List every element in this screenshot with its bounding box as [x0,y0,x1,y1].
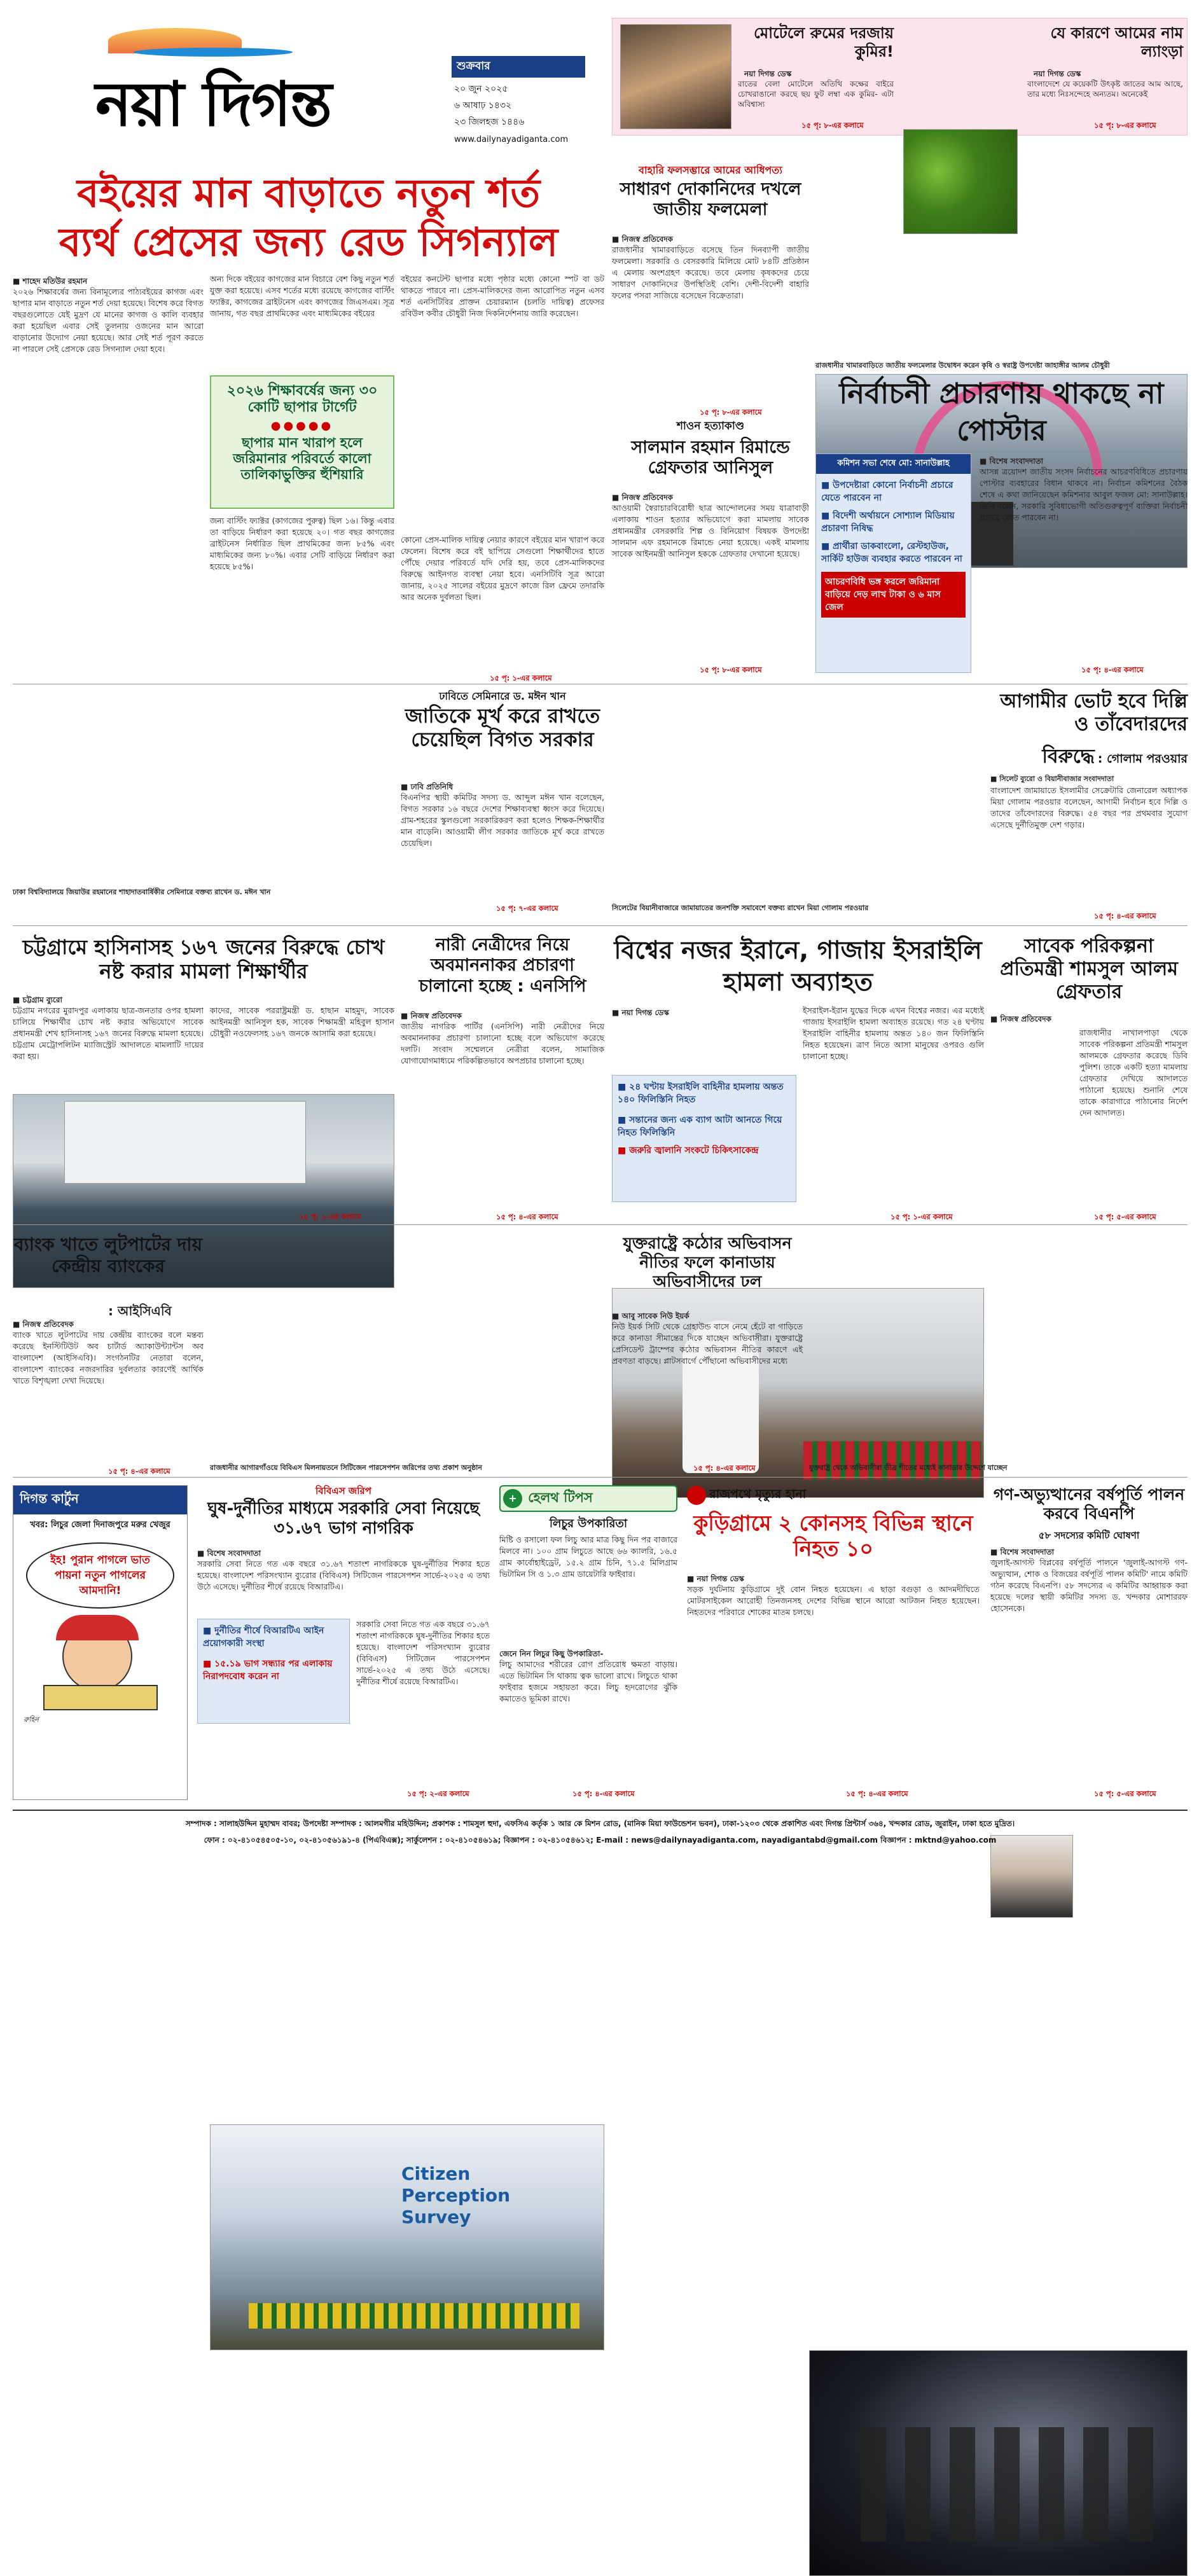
ffair-body: রাজধানীর খামারবাড়িতে বসেছে তিন দিনব্যাপী জাতীয় ফলমেলা। সরকারি ও বেসরকারি মিলিয়ে মোট ৮৪টি প্রতিষ্ঠান এ মেলায় অংশগ্রহণ করেছে। তবে মেলায় কৃষকদের চেয়ে সাধারণ দোকানিদের উপস্থিতিই বেশি। দেশী-বিদেশী বাহারি ফলের পসরা সাজিয়ে বসেছেন বিক্রেতারা। [612,245,809,300]
poster-bullet-1: ■ উপদেষ্টারা কোনো নির্বাচনী প্রচারে যেতে পারবেন না [821,480,953,503]
poster-body: আসন্ন ত্রয়োদশ জাতীয় সংসদ নির্বাচনের আচরণবিধিতে প্রচারণায় পোস্টার ব্যবহারের বিধান থাকবে না। নির্বাচন কমিশনের বৈঠক শেষে এ কথা জানিয়েছেন কমিশনার আবুল ফজল মো: সানাউল্লাহ। তিনি বলেন, সরকারি সুবিধাভোগী অতিগুরুত্বপূর্ণ ব্যক্তিরা নির্বাচনী প্রচারে যেতে পারবেন না। [980,467,1188,522]
lead-byline: ■ শাহেদ মতিউর রহমান [13,277,88,286]
teaser-2-headline[interactable]: যে কারণে আমের নাম ল্যাংড়া [1050,24,1183,60]
iran-body: ইসরাইল-ইরান যুদ্ধের দিকে এখন বিশ্বের নজর। এর মধ্যেই গাজায় ইসরাইলি হামলা অব্যাহত রয়েছে। গত ২৪ ঘণ্টায় ইসরাইলি বাহিনীর হামলায় অন্তত ১৪০ জন ফিলিস্তিনি নিহত হয়েছেন। ত্রাণ নিতে আসা মানুষের ওপরও গুলি চালানো হচ্ছে। [803,1006,984,1061]
kurigram-more[interactable]: ১৫ পৃ: ৪-এর কলামে [846,1789,908,1798]
seminar-more[interactable]: ১৫ পৃ: ৭-এর কলামে [496,904,558,913]
teaser-2-byline: নয়া দিগন্ত ডেস্ক [1034,69,1081,78]
jamaat-byline: ■ সিলেট ব্যুরো ও বিয়ানীবাজার সংবাদদাতা [990,775,1114,783]
lead-col-5: কোনো প্রেস-মালিক দায়িত্ব নেয়ার কারণে বইয়ের মান খারাপ করে ফেলেন। বিশেষ করে বই ছাপিয়ে সেগুলো শিক্ষার্থীদের হাতে পৌঁছে দেয়ার পরিবর্তে যদি দেরি হয়, তবে প্রেস-মালিকদের বিরুদ্ধে আইনগত ব্যবস্থা নেয়া হবে। এনসিটিবি সূত্র আরো জানায়, ২০২৫ সালের বইয়ের মুদ্রণে কাজে রিল ফ্রেমে তদারকি আর অনেক দুর্বলতা ছিল। [401,535,604,602]
cartoon-news: খবর: লিচুর জেলা দিনাজপুরে মরুর খেজুর [30,1520,170,1530]
survey-photo-caption: রাজধানীর আগারগাঁওয়ে বিবিএস মিলনায়তনে সিটিজেন পারসেপশন জরিপের তথ্য প্রকাশ অনুষ্ঠান [210,1464,482,1472]
iran-byline: ■ নয়া দিগন্ত ডেস্ক [612,1008,669,1017]
bnp-more[interactable]: ১৫ পৃ: ৫-এর কলামে [1094,1789,1156,1798]
lead-box-text: ছাপার মান খারাপ হলে জরিমানার পরিবর্তে কালো তালিকাভুক্তির হুঁশিয়ারি [233,434,371,483]
ncp-byline: ■ নিজস্ব প্রতিবেদক [401,1011,462,1020]
footer-contacts: ফোন : ০২-৪১০৫৪৫০৫-১০, ০২-৪১০৫৬১৯১-৪ (পিএবিএক্স); সার্কুলেশন : ০২-৪১০৫৪৬১৯; বিজ্ঞাপন : ০২-৪১০৫৪৬১২; E-mail : news@dailynayadiganta.com, nayadigantabd@gmail.com বিজ্ঞাপন : mktnd@yahoo.com [204,1836,997,1845]
footer-imprint: সম্পাদক : সালাহউদ্দিন মুহাম্মদ বাবর; উপদেষ্টা সম্পাদক : আলমগীর মহিউদ্দিন; প্রকাশক : শামসুল হুদা, এফসিএ কর্তৃক ১ আর কে মিশন রোড, (মানিক মিয়া ফাউন্ডেশন ভবন), ঢাকা-১২০৩ থেকে প্রকাশিত এবং দিগন্ত প্রিন্টার্স ৩৬৪, খন্দকার রোড, জুরাইন, ঢাকা হতে মুদ্রিত। [185,1819,1015,1828]
bbs-byline: ■ বিশেষ সংবাদদাতা [197,1549,261,1558]
survey-photo [210,2124,604,2350]
ffair-more[interactable]: ১৫ পৃ: ৮-এর কলামে [700,408,762,417]
bank-speaker: : আইসিএবি [108,1303,172,1319]
kurigram-body: সড়ক দুর্ঘটনায় কুড়িগ্রামে দুই বোন নিহত হয়েছেন। এ ছাড়া বগুড়া ও আদমদীঘিতে মোটরসাইকেল আরোহী তিনজনসহ দেশের বিভিন্ন স্থানে আরো আটজন নিহত হয়েছেন। নিহতদের পরিবারে শোকের মাতম চলছে। [687,1584,980,1617]
teaser-1-more[interactable]: ১৫ পৃ: ৮-এর কলামে [801,121,864,130]
jamaat-headline-suffix: বিরুদ্ধে : গোলাম পরওয়ার [1042,745,1188,768]
poster-headline[interactable]: নির্বাচনী প্রচারণায় থাকছে না পোস্টার [839,377,1164,447]
canada-body: নিউ ইয়র্ক সিটি থেকে গ্রেহাউন্ড বাসে নেমে হেঁটে বা গাড়িতে করে কানাডা সীমান্তের দিকে যাচ্ছেন অভিবাসীরা। যুক্তরাষ্ট্রে প্রেসিডেন্ট ট্রাম্পের কঠোর অভিবাসন নীতির কারণে এই প্রবণতা বাড়ছে। প্লাটসবার্গে পৌঁছানো অভিবাসীদের মধ্যে [612,1322,803,1366]
ncp-body: জাতীয় নাগরিক পার্টির (এনসিপি) নারী নেত্রীদের নিয়ে অবমাননাকর প্রচারণা চালানো হচ্ছে বলে অভিযোগ করেছে দলটি। সংবাদ সম্মেলনে নেত্রীরা বলেন, সামাজিক যোগাযোগমাধ্যমে পরিকল্পিতভাবে অপপ্রচার চালানো হচ্ছে। [401,1021,604,1065]
mango-photo [903,129,1018,234]
seminar-body: বিএনপির স্থায়ী কমিটির সদস্য ড. আব্দুল মঈন খান বলেছেন, বিগত সরকার ১৬ বছরে দেশের শিক্ষাব্যবস্থা ধ্বংস করে দিয়েছে। গ্রাম-শহরের স্কুলগুলো সরকারিকরণ করা হলেও শিক্ষক-শিক্ষার্থীর মান বাড়েনি। আওয়ামী লীগ সরকার জাতিকে মূর্খ করে রাখতে চেয়েছিল। [401,793,604,848]
flowers-decor [249,2303,579,2329]
iran-bullet-3: ■ জরুরি জ্বালানি সংকটে চিকিৎসাকেন্দ্র [618,1146,759,1156]
ffair-headline[interactable]: সাধারণ দোকানিদের দখলে জাতীয় ফলমেলা [620,179,801,220]
lead-box-title: ২০২৬ শিক্ষাবর্ষের জন্য ৩০ কোটি ছাপার টার্গেট [226,383,378,416]
seminar-kicker: ঢাবিতে সেমিনারে ড. মঈন খান [439,690,566,702]
canada-photo-caption: যুক্তরাষ্ট্র থেকে অভিবাসীরা তীব্র শীতের মধ্যেই কানাডার উদ্দেশে যাচ্ছেন [809,1464,1008,1472]
ncp-more[interactable]: ১৫ পৃ: ৪-এর কলামে [496,1212,558,1221]
canada-byline: ■ আবু সাবেক নিউ ইয়র্ক [612,1312,690,1320]
poster-more[interactable]: ১৫ পৃ: ৪-এর কলামে [1081,665,1144,674]
masthead [13,19,604,162]
shamsul-photo [990,1835,1073,1918]
jamaat-more[interactable]: ১৫ পৃ: ৪-এর কলামে [1094,911,1156,920]
bbs-more[interactable]: ১৫ পৃ: ২-এর কলামে [407,1789,469,1798]
shamsul-headline[interactable]: সাবেক পরিকল্পনা প্রতিমন্ত্রী শামসুল আলম গ্রেফতার [1000,935,1178,1003]
kurigram-headline[interactable]: কুড়িগ্রামে ২ কোনসহ বিভিন্ন স্থানে নিহত ১০ [693,1511,973,1561]
shamsul-body: রাজধানীর নাখালপাড়া থেকে সাবেক পরিকল্পনা প্রতিমন্ত্রী শামসুল আলমকে গ্রেফতার করেছে ডিবি পুলিশ। তাকে একটি হত্যা মামলায় গ্রেফতার দেখিয়ে আদালতে পাঠানো হয়েছে। শুনানি শেষে তাকে কারাগারে পাঠানোর নির্দেশ দেন আদালত। [1079,1028,1188,1118]
health-more[interactable]: ১৫ পৃ: ৪-এর কলামে [572,1789,635,1798]
weekday-label: শুক্রবার [452,56,585,78]
ffair-kicker: বাহারি ফলসম্ভারে আমের আধিপত্য [639,164,782,176]
iran-bullet-2: ■ সন্তানের জন্য এক ব্যাগ আটা আনতে গিয়ে নিহত ফিলিস্তিনি [618,1115,782,1138]
ffair-photo-caption: রাজধানীর খামারবাড়িতে জাতীয় ফলমেলার উদ্বোধন করেন কৃষি ও স্বরাষ্ট্র উপদেষ্টা জাহাঙ্গীর আলম চৌধুরী [815,361,1110,370]
health-title: হেলথ টিপস [528,1490,593,1506]
lead-headline-1[interactable]: বইয়ের মান বাড়াতে নতুন শর্ত [77,170,540,216]
ncp-headline[interactable]: নারী নেত্রীদের নিয়ে অবমাননাকর প্রচারণা চালানো হচ্ছে : এনসিপি [419,935,586,996]
teaser-1-byline: নয়া দিগন্ত ডেস্ক [744,69,792,78]
poster-box [815,454,971,673]
health-sub2: জেনে নিন লিচুর কিছু উপকারিতা- [499,1649,604,1658]
bank-byline: ■ নিজস্ব প্রতিবেদক [13,1320,74,1329]
bbs-body-cont: সরকারি সেবা নিতে গত এক বছরে ৩১.৬৭ শতাংশ নাগরিককে ঘুষ-দুর্নীতির শিকার হতে হয়েছে। বাংলাদেশ পরিসংখ্যান ব্যুরোর (বিবিএস) সিটিজেন পারসেপশন সার্ভে-২০২৫ এ তথ্য উঠে এসেছে। দুর্নীতির শীর্ষে রয়েছে বিআরটিএ। [356,1619,490,1686]
ffair-byline: ■ নিজস্ব প্রতিবেদক [612,235,673,244]
seminar-byline: ■ ঢাবি প্রতিনিধি [401,782,454,791]
cartoon-speech-bubble: ইহ! পুরান পাগলে ভাত পায়না নতুন পাগলের আমদানি! [26,1542,174,1609]
salman-kicker: শাওন হত্যাকাণ্ড [676,420,745,433]
iran-bullet-box [612,1075,796,1202]
canada-more[interactable]: ১৫ পৃ: ৪-এর কলামে [693,1464,756,1472]
canada-headline[interactable]: যুক্তরাষ্ট্রে কঠোর অভিবাসন নীতির ফলে কানাডায় অভিবাসীদের ঢল [623,1234,792,1291]
salman-more[interactable]: ১৫ পৃ: ৮-এর কলামে [700,665,762,674]
poster-bullet-4: আচরণবিধি ভঙ্গ করলে জরিমানা বাড়িয়ে দেড় লাখ টাকা ও ৬ মাস জেল [821,572,966,618]
health-title-bar [499,1485,677,1512]
bank-body: ব্যাংক খাতে লুটপাটের দায় কেন্দ্রীয় ব্যাংকের বলে মন্তব্য করেছে ইনস্টিটিউট অব চার্টার্ড অ্যাকাউন্ট্যান্টস অব বাংলাদেশ (আইসিএবি)। সংগঠনটির নেতারা বলেন, বাংলাদেশ ব্যাংকের নজরদারির দুর্বলতার কারণেই আর্থিক খাতে বিশৃঙ্খলা দেখা দিয়েছে। [13,1330,204,1385]
jamaat-headline[interactable]: আগামীর ভোট হবে দিল্লি ও তাঁবেদারদের [1000,690,1188,735]
cartoon-figure [37,1615,164,1710]
salman-byline: ■ নিজস্ব প্রতিবেদক [612,493,673,502]
ctg-more[interactable]: ১৫ পৃ: ১-এর কলামে [299,1212,361,1221]
kurigram-byline: ■ নয়া দিগন্ত ডেস্ক [687,1574,744,1583]
salman-body: আওয়ামী স্বৈরাচারবিরোধী ছাত্র আন্দোলনের সময় যাত্রাবাড়ী এলাকায় শাওন হত্যার অভিযোগে করা মামলায় সাবেক প্রধানমন্ত্রীর বেসরকারি শিল্প ও বিনিয়োগ বিষয়ক উপদেষ্টা সালমান এফ রহমানকে রিমান্ডে নেয়া হয়েছে। একই মামলায় সাবেক আইনমন্ত্রী আনিসুল হককে গ্রেফতার দেখানো হয়েছে। [612,503,809,558]
survey-banner-text: Citizen Perception Survey [401,2163,511,2227]
poster-box-title: কমিশন সভা শেষে মো: সানাউল্লাহ [816,454,971,474]
canada-photo [809,2350,1188,2576]
cartoon-panel [13,1485,188,1800]
bank-more[interactable]: ১৫ পৃ: ৪-এর কলামে [108,1467,170,1476]
seminar-headline[interactable]: জাতিকে মূর্খ করে রাখতে চেয়েছিল বিগত সরকার [405,705,600,752]
cartoonist-signature: রুহিন [24,1715,39,1724]
health-body: মিষ্টি ও রসালো ফল লিচু আর মাত্র কিছু দিন পর বাজারে মিলবে না। ১০০ গ্রাম লিচুতে আছে ৬৬ ক্যালরি, ১৬.৫ গ্রাম কার্বোহাইড্রেট, ১৫.২ গ্রাম চিনি, ৭১.৫ মিলিগ্রাম ভিটামিন সি ও ১.৩ গ্রাম ডায়েটারি ফাইবার। [499,1535,677,1579]
lead-col-2: অন্য দিকে বইয়ের কাগজের মান বিচারে বেশ কিছু নতুন শর্ত যুক্ত করা হয়েছে। এসব শর্তের মধ্যে রয়েছে কাগজের বার্স্টিং ফ্যাক্টর, কাগজের ব্রাইটনেস এবং কাগজের জিএসএম। সূত্র জানায়, গত বছর প্রাথমিকের এবং মাধ্যমিকের বইয়ের [210,274,394,318]
ctg-headline[interactable]: চট্টগ্রামে হাসিনাসহ ১৬৭ জনের বিরুদ্ধে চোখ নষ্ট করার মামলা শিক্ষার্থীর [22,935,385,984]
health-icon: + [503,1489,522,1508]
lead-col-4: জন্য বার্স্টিং ফ্যাক্টর (কাগজের পুরুত্ব) ছিল ১৬। কিন্তু এবার তা বাড়িয়ে নির্ধারণ করা হয়েছে ২০। গত বছর কাগজের ব্রাইটনেস নির্ধারিত ছিল প্রাথমিকের জন্য ৮৫% এবং মাধ্যমিকের জন্য ৮০%। এবার সেটি বাড়িয়ে নির্ধারণ করা হয়েছে ৮৫%। [210,516,394,571]
seminar-photo-caption: ঢাকা বিশ্ববিদ্যালয়ে জিয়াউর রহমানের শাহাদাতবার্ষিকীর সেমিনারে বক্তব্য রাখেন ড. মঈন খান [13,888,271,896]
iran-headline[interactable]: বিশ্বের নজর ইরানে, গাজায় ইসরাইলি হামলা অব্যাহত [614,936,982,997]
teaser-1-headline[interactable]: মোটেলে রুমের দরজায় কুমির! [754,24,894,60]
divider-row-3 [13,1224,1188,1225]
lead-box-dots: ●●●●● [270,419,334,433]
footer-rule [13,1810,1188,1811]
teaser-2-body: বাংলাদেশে যে কয়েকটি উৎকৃষ্ট জাতের আম আছে, তার মধ্যে নিঃসন্দেহে অন্যতম। অনেকেই [1027,80,1183,99]
bnp-body: জুলাই-আগস্ট বিপ্লবের বর্ষপূর্তি পালনে 'জুলাই-আগস্ট গণ-অভ্যুত্থান, শোক ও বিজয়ের বর্ষপূর্তি পালন কমিটি' নামে কমিটি গঠন করেছে বিএনপি। ৫৮ সদস্যের এ কমিটির আহ্বায়ক করা হয়েছে দলের স্থায়ী কমিটির সদস্য ড. খন্দকার মোশাররফ হোসেনকে। [990,1558,1188,1613]
lead-more[interactable]: ১৫ পৃ: ১-এর কলামে [490,674,552,682]
bnp-headline[interactable]: গণ-অভ্যুত্থানের বর্ষপূর্তি পালন করবে বিএনপি [993,1485,1185,1523]
iran-more[interactable]: ১৫ পৃ: ১-এর কলামে [891,1212,953,1221]
ctg-byline: ■ চট্টগ্রাম ব্যুরো [13,995,62,1004]
date-bangla: ৬ আষাঢ় ১৪৩২ [454,100,512,111]
salman-headline[interactable]: সালমান রহমান রিমান্ডে গ্রেফতার আনিসুল [631,438,790,478]
website-link[interactable]: www.dailynayadiganta.com [454,135,569,144]
shamsul-byline: ■ নিজস্ব প্রতিবেদক [990,1014,1051,1023]
newspaper-logo[interactable]: নয়া দিগন্ত [95,68,331,140]
logo-swoosh-icon [134,48,293,57]
bnp-byline: ■ বিশেষ সংবাদদাতা [990,1548,1055,1556]
poster-byline: ■ বিশেষ সংবাদদাতা [980,457,1044,466]
cartoon-title: দিগন্ত কার্টুন [13,1486,187,1514]
flowers-decor [803,1441,981,1479]
date-panel [452,56,604,145]
bbs-body: সরকারি সেবা নিতে গত এক বছরে ৩১.৬৭ শতাংশ নাগরিককে ঘুষ-দুর্নীতির শিকার হতে হয়েছে। বাংলাদেশ পরিসংখ্যান ব্যুরোর (বিবিএস) সিটিজেন পারসেপশন সার্ভে-২০২৫ এ তথ্য উঠে এসেছে। দুর্নীতির শীর্ষে রয়েছে বিআরটিএ। [197,1559,490,1591]
poster-bullet-2: ■ বিদেশী অর্থায়নে সোশ্যাল মিডিয়ায় প্রচারণা নিষিদ্ধ [821,511,955,534]
lead-col-3: বইয়ের কনটেন্ট ছাপার মধ্যে পৃষ্ঠার মধ্যে কোনো স্পট বা ডট থাকতে পারবে না। প্রেস-মালিকদের জন্য আরোপিত নতুন এসব শর্ত এনসিটিবির প্রাক্তন চেয়ারম্যান (চলতি দায়িত্ব) প্রফেসর রবিউল কবীর চৌধুরী নিজ দিকনির্দেশনায় জারি করেছেন। [401,274,604,318]
health-subtitle: লিচুর উপকারিতা [549,1517,628,1530]
bbs-kicker: বিবিএস জরিপ [315,1485,371,1497]
jamaat-photo-caption: সিলেটের বিয়ানীবাজারে জামায়াতের জনশক্তি সমাবেশে বক্তব্য রাখেন মিয়া গোলাম পরওয়ার [612,904,869,912]
bnp-sub: ৫৮ সদস্যের কমিটি ঘোষণা [1038,1530,1140,1541]
date-hijri: ২৩ জিলহজ ১৪৪৬ [454,117,525,127]
jamaat-body: বাংলাদেশ জামায়াতে ইসলামীর সেক্রেটারি জেনারেল অধ্যাপক মিয়া গোলাম পরওয়ার বলেছেন, আগামী নির্বাচন হবে দিল্লি ও তাদের তাঁবেদারদের বিরুদ্ধে। ৫৪ বছর পর প্রথমবার সুযোগ এসেছে দুর্নীতিমুক্ত দেশ গড়ার। [990,786,1188,829]
crocodile-photo [620,24,731,129]
survey-continued-body: কাদের, সাবেক পররাষ্ট্রমন্ত্রী ড. হাছান মাহমুদ, সাবেক আইনমন্ত্রী আনিসুল হক, সাবেক শিক্ষামন্ত্রী মহিবুল হাসান চৌধুরী নওফেলসহ ১৬৭ জনকে আসামি করা হয়েছে। [210,1006,394,1038]
divider-row-4 [13,1477,1188,1478]
migrant-figures [861,2427,1153,2542]
health-body2: লিচু আমাদের শরীরের রোগ প্রতিরোধ ক্ষমতা বাড়ায়। এতে ভিটামিন সি থাকায় ত্বক ভালো রাখে। লিচুতে থাকা ফাইবার হজমে সহায়তা করে। লিচু হৃদরোগের ঝুঁকি কমাতেও ভূমিকা রাখে। [499,1659,677,1703]
teaser-2-more[interactable]: ১৫ পৃ: ৮-এর কলামে [1094,121,1156,130]
shamsul-more[interactable]: ১৫ পৃ: ৫-এর কলামে [1094,1212,1156,1221]
lead-col-1: ২০২৬ শিক্ষাবর্ষের জন্য বিনামূল্যের পাঠ্যবইয়ের কাগজ এবং ছাপার মান বাড়াতে নতুন শর্ত দেয়া হয়েছে। বিশেষ করে বিগত বছরগুলোতে যেই মুদ্রণ যে মানের কাগজ ও কালি ব্যবহার করা হয়েছিল এবার সেই তুলনায় ওজনের মান আরো বাড়ানোর উদ্যোগ নেয়া হয়েছে। আর সেই শর্ত পূরণ করতে না পারলে সেই প্রেসকে রেড সিগন্যাল দেয়া হবে। [13,287,204,354]
lead-highlight-box [210,375,394,509]
kurigram-kicker-row: রাজপথে মৃত্যুর হানা [687,1485,878,1506]
accident-icon [687,1486,706,1505]
divider-row-2 [13,925,1188,926]
bbs-bullet-box [197,1619,350,1724]
bbs-bullet-1: ■ দুর্নীতির শীর্ষে বিআরটিএ আইন প্রয়োগকারী সংস্থা [203,1626,324,1649]
bank-headline[interactable]: ব্যাংক খাতে লুটপাটের দায় কেন্দ্রীয় ব্যাংকের [14,1234,202,1277]
date-english: ২০ জুন ২০২৫ [454,84,508,94]
bbs-bullet-2: ■ ১৫.১৯ ভাগ সন্ধ্যার পর এলাকায় নিরাপদবোধ করেন না [203,1659,333,1682]
teaser-1-body: রাতের বেলা মোটেলে অতিথি কক্ষের বাইরে চোখরাঙানো করছে ছয় ফুট লম্বা এক কুমির- এটা অবিশ্বাস্য [738,80,894,109]
poster-bullet-3: ■ প্রার্থীরা ডাকবাংলো, রেস্টহাউজ, সার্কিট হাউজ ব্যবহার করতে পারবেন না [821,541,962,564]
ctg-body: চট্টগ্রাম নগরের মুরাদপুর এলাকায় ছাত্র-জনতার ওপর হামলা চালিয়ে শিক্ষার্থীর চোখ নষ্ট করার অভিযোগে সাবেক প্রধানমন্ত্রী শেখ হাসিনাসহ ১৬৭ জনের বিরুদ্ধে মামলা হয়েছে। চট্টগ্রাম মেট্রোপলিটন ম্যাজিস্ট্রেট আদালতে মামলাটি দায়ের করা হয়। [13,1006,204,1061]
iran-bullet-1: ■ ২৪ ঘণ্টায় ইসরাইলি বাহিনীর হামলায় অন্তত ১৪০ ফিলিস্তিনি নিহত [618,1082,784,1105]
lead-headline-2[interactable]: ব্যর্থ প্রেসের জন্য রেড সিগন্যাল [59,219,558,265]
bbs-headline[interactable]: ঘুষ-দুর্নীতির মাধ্যমে সরকারি সেবা নিয়েছে ৩১.৬৭ ভাগ নাগরিক [207,1499,480,1539]
